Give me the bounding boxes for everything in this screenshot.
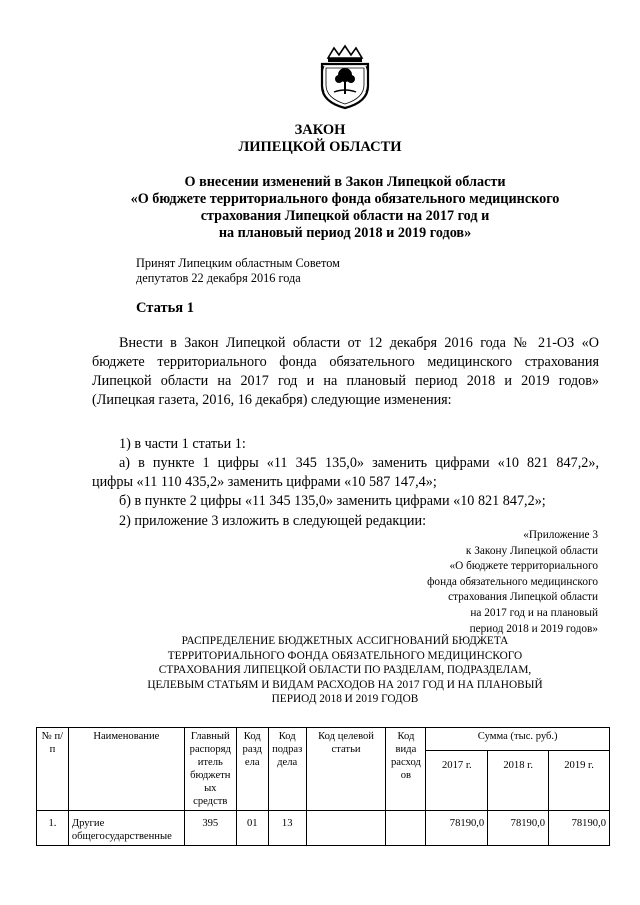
cell-manager: 395 — [184, 811, 236, 846]
header-name: Наименование — [68, 728, 184, 811]
header-2018: 2018 г. — [488, 751, 549, 811]
subtitle-line: О внесении изменений в Закон Липецкой области — [184, 174, 506, 190]
appendix-line: фонда обязательного медицинского — [427, 575, 598, 588]
paragraph-line: цифры «11 110 435,2» заменить цифрами «10 587 147,4»; — [92, 474, 437, 490]
header-sum: Сумма (тыс. руб.) — [426, 728, 610, 751]
subtitle-line: страхования Липецкой области на 2017 год и — [200, 208, 490, 224]
article-heading: Статья 1 — [136, 300, 194, 316]
table-row — [37, 811, 610, 846]
appendix-line: «О бюджете территориального — [449, 560, 598, 573]
region-title: ЛИПЕЦКОЙ ОБЛАСТИ — [238, 139, 402, 155]
distribution-title-line: ТЕРРИТОРИАЛЬНОГО ФОНДА ОБЯЗАТЕЛЬНОГО МЕДИЦИНСКОГО — [167, 649, 523, 662]
distribution-title-line: РАСПРЕДЕЛЕНИЕ БЮДЖЕТНЫХ АССИГНОВАНИЙ БЮДЖЕТА — [181, 635, 509, 647]
header-manager: Главный распоряд итель бюджетн ых средств — [184, 728, 236, 811]
appendix-line: страхования Липецкой области — [448, 591, 598, 604]
subtitle-line: на плановый период 2018 и 2019 годов» — [218, 225, 472, 241]
header-2017: 2017 г. — [426, 751, 488, 811]
header-num: № п/п — [37, 728, 69, 811]
header-expense-type: Код вида расход ов — [386, 728, 426, 811]
adoption-line: депутатов 22 декабря 2016 года — [136, 271, 301, 285]
paragraph-line: Липецкой области на 2017 год и на плановый период 2018 и 2019 годов» — [92, 373, 599, 389]
paragraph-line: бюджете территориального фонда обязательного медицинского страхования — [92, 354, 599, 370]
paragraph-changes — [92, 435, 599, 511]
coat-of-arms-emblem — [318, 44, 372, 110]
cell-name: Другие общегосударственные — [68, 811, 184, 846]
adoption-note — [136, 256, 340, 286]
cell-expense-type — [386, 811, 426, 846]
subtitle-line: «О бюджете территориального фонда обязательного медицинского — [130, 191, 560, 207]
distribution-title-line: СТРАХОВАНИЯ ЛИПЕЦКОЙ ОБЛАСТИ ПО РАЗДЕЛАМ, ПОДРАЗДЕЛАМ, — [158, 664, 532, 677]
paragraph-line: (Липецкая газета, 2016, 16 декабря) следующие изменения: — [92, 392, 452, 408]
cell-2018: 78190,0 — [488, 811, 549, 846]
appendix-reference — [427, 528, 598, 637]
distribution-title-line: ПЕРИОД 2018 И 2019 ГОДОВ — [271, 693, 419, 706]
header-section: Код разд ела — [236, 728, 268, 811]
cell-subsection: 13 — [268, 811, 306, 846]
paragraph-line: 1) в части 1 статьи 1: — [119, 436, 246, 452]
paragraph-line: 2) приложение 3 изложить в следующей редакции: — [119, 513, 427, 529]
distribution-title-line: ЦЕЛЕВЫМ СТАТЬЯМ И ВИДАМ РАСХОДОВ НА 2017 ГОД И НА ПЛАНОВЫЙ — [147, 678, 543, 691]
paragraph-line: б) в пункте 2 цифры «11 345 135,0» заменить цифрами «10 821 847,2»; — [119, 493, 546, 509]
appendix-line: период 2018 и 2019 годов» — [469, 622, 598, 635]
law-title: ЗАКОН — [294, 122, 346, 138]
table-header-row — [37, 728, 610, 751]
appendix-line: к Закону Липецкой области — [465, 544, 598, 557]
cell-target — [306, 811, 386, 846]
header-2019: 2019 г. — [549, 751, 610, 811]
paragraph-line: Внести в Закон Липецкой области от 12 декабря 2016 года № 21-ОЗ «О — [119, 335, 599, 351]
paragraph-amendment-intro — [92, 334, 599, 410]
appendix-line: «Приложение 3 — [523, 529, 598, 541]
header-target: Код целевой статьи — [306, 728, 386, 811]
adoption-line: Принят Липецким областным Советом — [136, 256, 340, 270]
appendix-line: на 2017 год и на плановый — [470, 606, 598, 619]
cell-section: 01 — [236, 811, 268, 846]
budget-table — [36, 727, 610, 846]
cell-2017: 78190,0 — [426, 811, 488, 846]
cell-2019: 78190,0 — [549, 811, 610, 846]
header-subsection: Код подраз дела — [268, 728, 306, 811]
law-subtitle — [60, 174, 630, 242]
distribution-title — [80, 634, 610, 707]
paragraph-line: а) в пункте 1 цифры «11 345 135,0» заменить цифрами «10 821 847,2», — [119, 455, 599, 471]
cell-num: 1. — [37, 811, 69, 846]
